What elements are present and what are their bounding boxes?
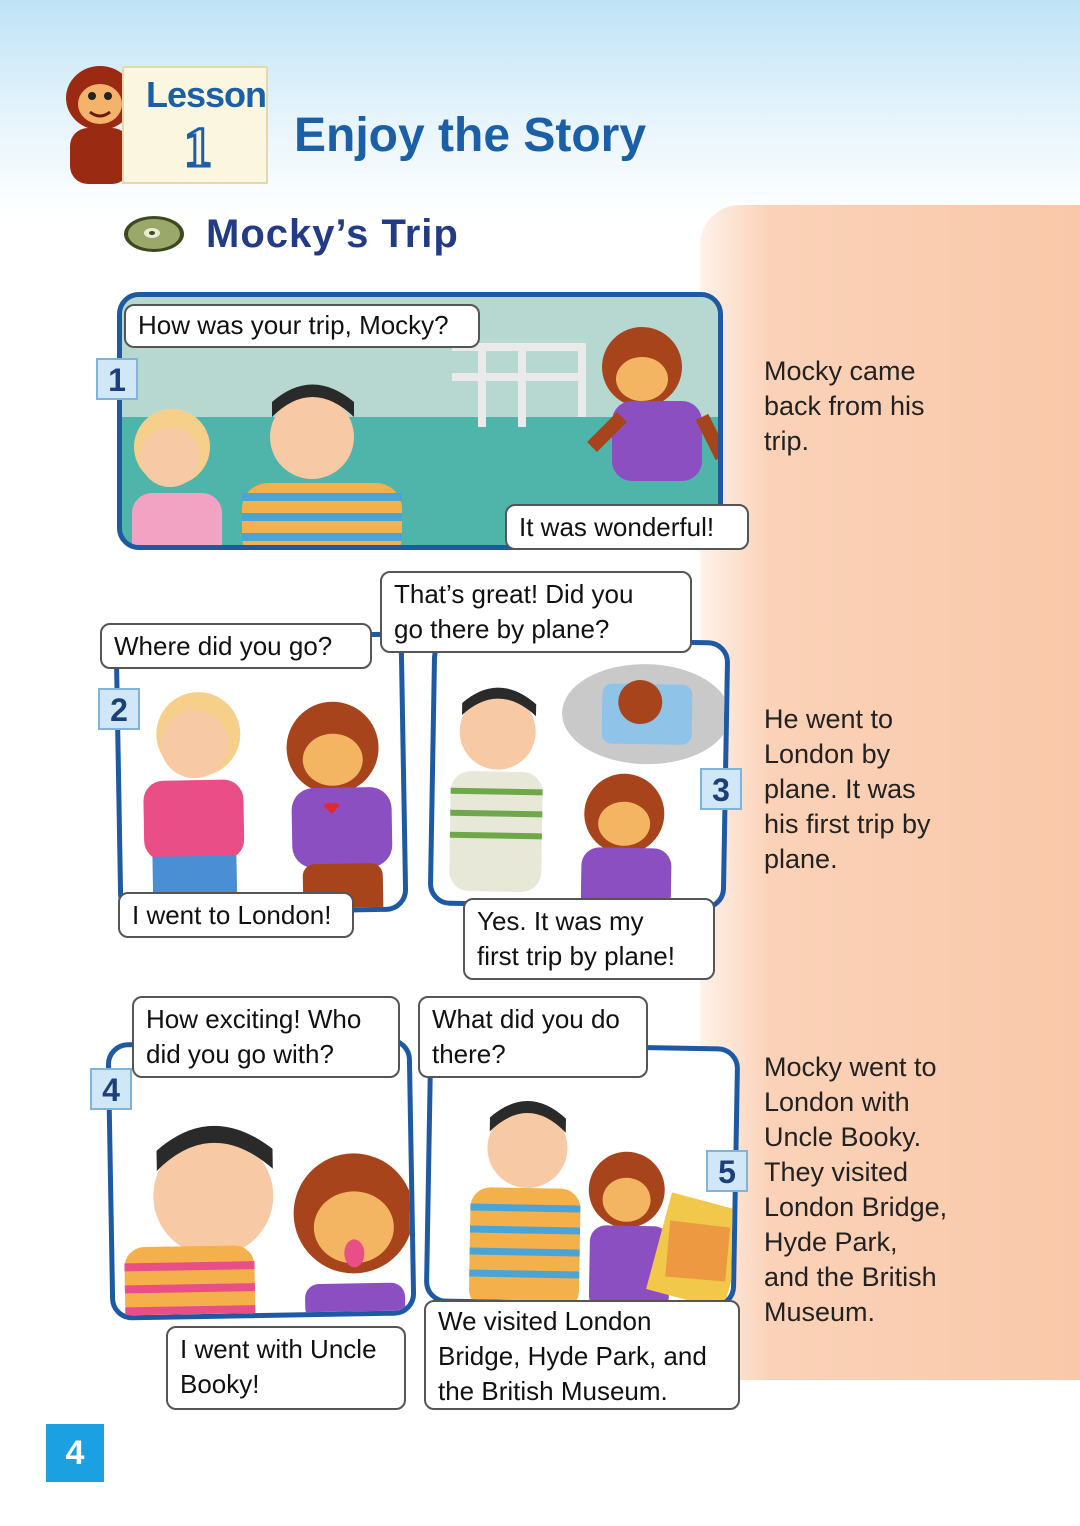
- speech-bubble: It was wonderful!: [505, 504, 749, 550]
- lesson-badge: [122, 66, 268, 184]
- speech-bubble: That’s great! Did you go there by plane?: [380, 571, 692, 653]
- speech-bubble: I went to London!: [118, 892, 354, 938]
- panel-5-illustration: [429, 1046, 741, 1308]
- lesson-label: Lesson: [146, 74, 267, 115]
- comic-panel-3: [428, 635, 731, 910]
- speech-bubble: We visited London Bridge, Hyde Park, and the British Museum.: [424, 1300, 740, 1410]
- speech-bubble: Where did you go?: [100, 623, 372, 669]
- panel-number-1: 1: [96, 358, 138, 400]
- panel-number-2: 2: [98, 688, 140, 730]
- page-number: 4: [46, 1424, 104, 1482]
- panel-4-illustration: [111, 1042, 417, 1320]
- panel-3-illustration: [433, 641, 731, 911]
- summary-text: He went to London by plane. It was his first trip by plane.: [764, 704, 931, 874]
- lesson-number: 1: [184, 117, 212, 179]
- speech-bubble: How exciting! Who did you go with?: [132, 996, 400, 1078]
- panel-number-3: 3: [700, 768, 742, 810]
- comic-panel-2: [114, 631, 409, 916]
- cd-icon[interactable]: [122, 212, 186, 256]
- speech-bubble: Yes. It was my first trip by plane!: [463, 898, 715, 980]
- story-subtitle: Mocky’s Trip: [206, 212, 459, 256]
- panel-number-4: 4: [90, 1068, 132, 1110]
- speech-bubble: I went with Uncle Booky!: [166, 1326, 406, 1410]
- speech-bubble: How was your trip, Mocky?: [124, 304, 480, 348]
- panel-2-illustration: [119, 636, 409, 916]
- comic-panel-4: [106, 1037, 417, 1320]
- summary-text: Mocky went to London with Uncle Booky. They visited London Bridge, Hyde Park, and the British Museum.: [764, 1052, 948, 1327]
- speech-bubble: What did you do there?: [418, 996, 648, 1078]
- page-title: Enjoy the Story: [294, 109, 647, 162]
- summary-text: Mocky came back from his trip.: [764, 356, 925, 456]
- comic-panel-5: [424, 1041, 741, 1308]
- panel-number-5: 5: [706, 1150, 748, 1192]
